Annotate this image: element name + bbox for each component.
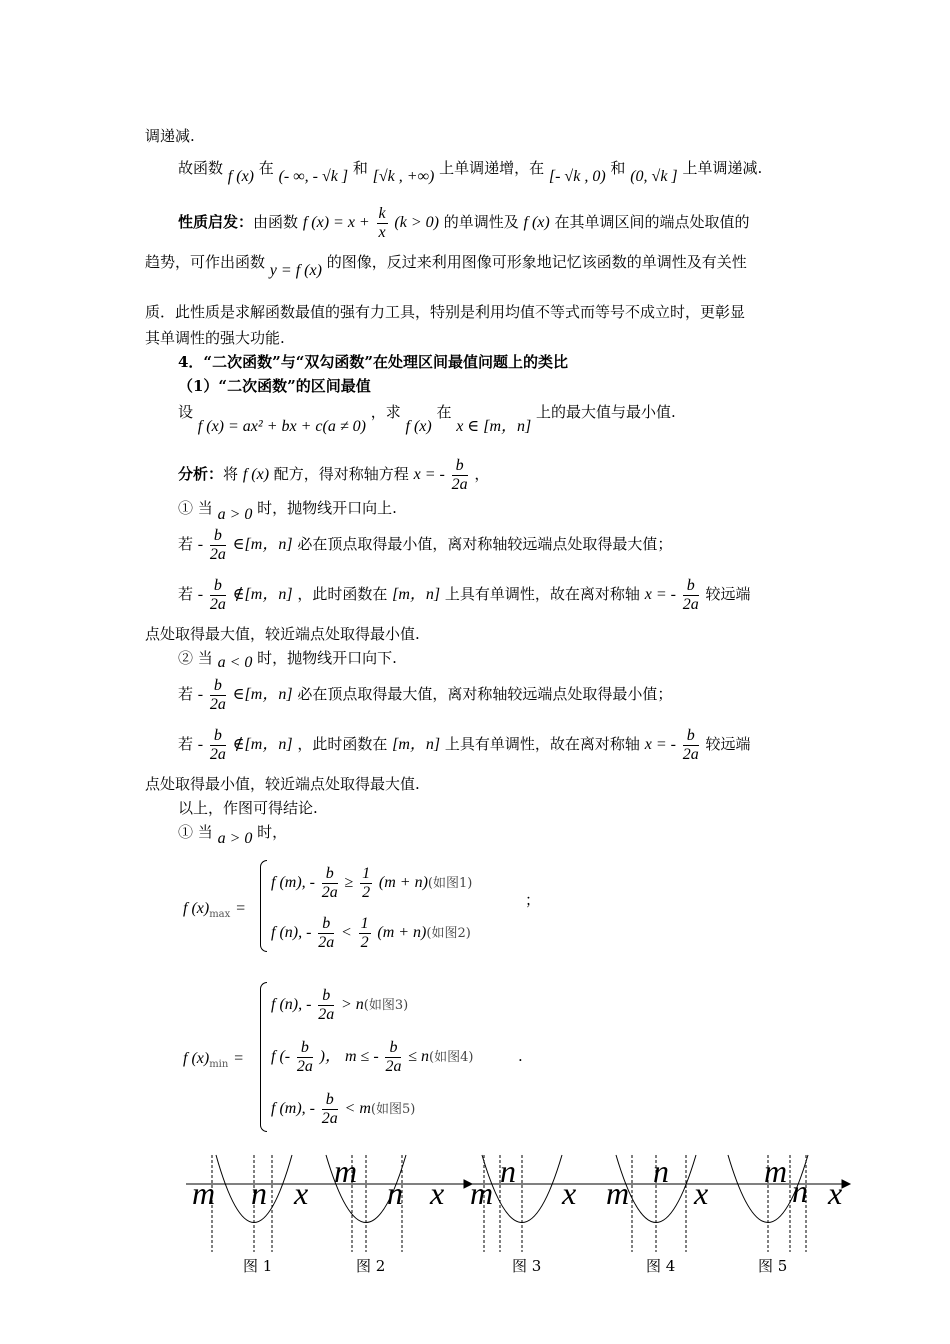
text-line: 若 - $\frac{b}{2a}$ ∈[m，n] 必在顶点取得最大值，离对称轴较远端点处取得最小值； <box>178 676 673 713</box>
text-line: 设 f (x) = ax² + bx + c(a ≠ 0) ，求 f (x) 在 x ∈ [m，n] 上的最大值与最小值. <box>178 403 676 435</box>
text-line: ② 当 a < 0 时，抛物线开口向下. <box>178 649 397 671</box>
label-n: n <box>792 1173 808 1209</box>
fmin-case-2: f (- $\frac{b}{2a}$ )， m ≤ - $\frac{b}{2a}$ ≤ n(如图4) <box>271 1038 474 1075</box>
fmax-case-2: f (n), - $\frac{b}{2a}$ < $\frac{1}{2}$ (m + n)(如图2) <box>271 914 471 951</box>
fmin-lhs: f $(x)_{min}$ = <box>183 1050 244 1070</box>
text-line: 其单调性的强大功能. <box>145 329 285 347</box>
fmin-brace <box>260 982 267 1132</box>
label-x: x <box>562 1175 577 1211</box>
parabola-figures <box>0 1140 950 1290</box>
text-line: 点处取得最小值，较近端点处取得最大值. <box>145 775 420 793</box>
text-line: ① 当 a > 0 时， <box>178 823 288 847</box>
text-line: 若 - $\frac{b}{2a}$ ∉[m，n] ，此时函数在 [m，n] 上具有单调性，故在离对称轴 x = - $\frac{b}{2a}$ 较远端 <box>178 726 751 763</box>
text-line: 点处取得最大值，较近端点处取得最小值. <box>145 625 420 643</box>
label-m: m <box>470 1175 494 1211</box>
text-line: 若 - $\frac{b}{2a}$ ∉[m，n] ，此时函数在 [m，n] 上具有单调性，故在离对称轴 x = - $\frac{b}{2a}$ 较远端 <box>178 576 751 613</box>
arrow-icon <box>842 1180 850 1188</box>
text-line: 若 - $\frac{b}{2a}$ ∈[m，n] 必在顶点取得最小值，离对称轴较远端点处取得最大值； <box>178 526 673 563</box>
text-line: 调递减. <box>145 127 195 145</box>
label-m: m <box>764 1153 788 1189</box>
figure-caption-5: 图 5 <box>758 1257 788 1275</box>
label-m: m <box>606 1175 630 1211</box>
fmax-lhs: f $(x)_{max}$ = <box>183 900 246 920</box>
text-line: ① 当 a > 0 时，抛物线开口向上. <box>178 499 397 523</box>
text-line: 性质启发：由函数 f (x) = x + $\frac{k}{x}$ (k > 0) 的单调性及 f (x) 在其单调区间的端点处取值的 <box>178 204 750 241</box>
figure-caption-4: 图 4 <box>646 1257 676 1275</box>
text-line: 质．此性质是求解函数最值的强有力工具，特别是利用均值不等式而等号不成立时，更彰显 <box>145 303 746 321</box>
fmin-case-1: f (n), - $\frac{b}{2a}$ > n(如图3) <box>271 986 409 1023</box>
text-line: 趋势，可作出函数 y = f (x) 的图像，反过来利用图像可形象地记忆该函数的单调性及有关性 <box>145 253 747 279</box>
label-n: n <box>653 1153 669 1189</box>
label-m: m <box>192 1175 216 1211</box>
text-line: 故函数 f (x) 在 (- ∞, - √k ] 和 [√k , +∞) 上单调递增，在 [- √k , 0) 和 (0, √k ] 上单调递减. <box>178 159 763 185</box>
fmin-end: . <box>518 1047 523 1065</box>
fmin-case-3: f (m), - $\frac{b}{2a}$ < m(如图5) <box>271 1090 416 1127</box>
label-x: x <box>294 1175 309 1211</box>
subsection-heading: （1）“二次函数”的区间最值 <box>178 377 371 395</box>
label-m: m <box>334 1153 358 1189</box>
label-n: n <box>500 1153 516 1189</box>
figure-caption-1: 图 1 <box>243 1257 273 1275</box>
section-heading: 4．“二次函数”与“双勾函数”在处理区间最值问题上的类比 <box>178 353 568 371</box>
label-n: n <box>387 1175 403 1211</box>
label-x: x <box>430 1175 445 1211</box>
text-line: 分析：将 f (x) 配方，得对称轴方程 x = - $\frac{b}{2a}$ ， <box>178 456 490 493</box>
label-x: x <box>694 1175 709 1211</box>
fmax-end: ； <box>525 891 541 909</box>
label-x: x <box>828 1175 843 1211</box>
figure-caption-2: 图 2 <box>356 1257 386 1275</box>
fmax-brace <box>260 860 267 952</box>
figure-caption-3: 图 3 <box>512 1257 542 1275</box>
label-n: n <box>251 1175 267 1211</box>
fmax-case-1: f (m), - $\frac{b}{2a}$ ≥ $\frac{1}{2}$ (m + n)(如图1) <box>271 864 473 901</box>
text-line: 以上，作图可得结论. <box>178 799 318 817</box>
